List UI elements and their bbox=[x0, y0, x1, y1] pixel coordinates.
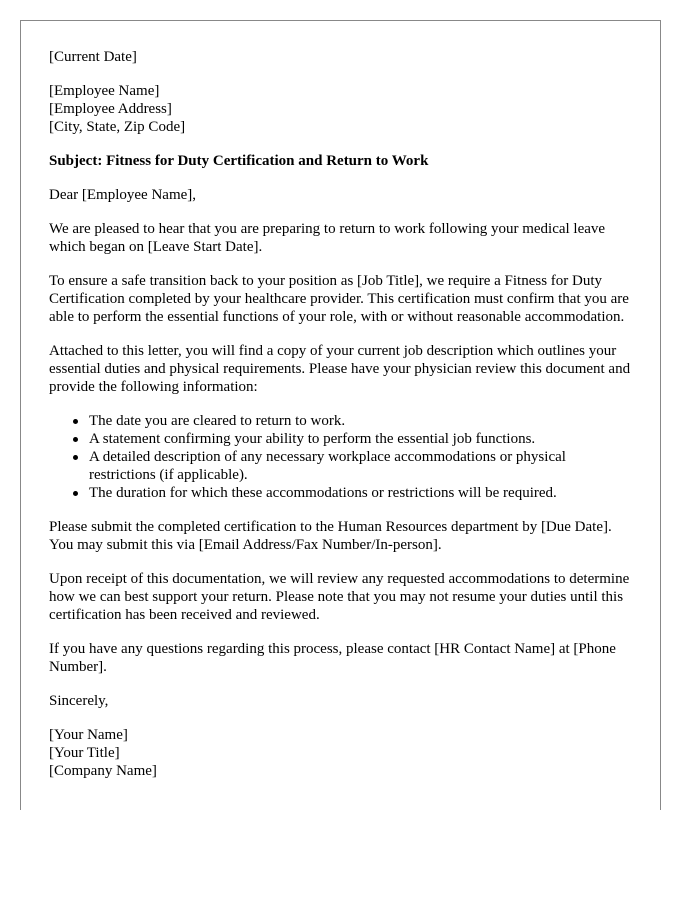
list-item bbox=[89, 430, 632, 448]
bullet-icon bbox=[73, 437, 78, 442]
signature-company: [Company Name] bbox=[49, 763, 157, 779]
list-item bbox=[89, 412, 632, 430]
body-paragraph-2: To ensure a safe transition back to your position as [Job Title], we require a Fitness for Duty Certification completed by your healthcare provider. This certification must confirm that you are able to perform the essential functions of your role, with or without reasonable accommodation. bbox=[49, 273, 629, 325]
letter-page bbox=[20, 20, 661, 810]
recipient-address-block bbox=[49, 82, 632, 136]
recipient-address: [Employee Address] bbox=[49, 101, 172, 117]
body-paragraph-1: We are pleased to hear that you are preparing to return to work following your medical leave which began on [Leave Start Date]. bbox=[49, 221, 606, 255]
bullet-icon bbox=[73, 455, 78, 460]
letter-date: [Current Date] bbox=[49, 49, 137, 65]
closing-paragraph-1: Please submit the completed certification to the Human Resources department by [Due Date]. You may submit this via [Email Address/Fax Number/In-person]. bbox=[49, 519, 612, 553]
list-item bbox=[89, 448, 632, 484]
bullet-icon bbox=[73, 491, 78, 496]
bullet-icon bbox=[73, 419, 78, 424]
closing-paragraph-2: Upon receipt of this documentation, we will review any requested accommodations to determine how we can best support your return. Please note that you may not resume your duties until this certification has been received and reviewed. bbox=[49, 571, 630, 623]
recipient-city-state-zip: [City, State, Zip Code] bbox=[49, 119, 186, 135]
signature-title: [Your Title] bbox=[49, 745, 120, 761]
signature-name: [Your Name] bbox=[49, 727, 128, 743]
letter-signoff: Sincerely, bbox=[49, 693, 109, 709]
letter-subject: Subject: Fitness for Duty Certification and Return to Work bbox=[49, 153, 429, 169]
signature-block bbox=[49, 726, 632, 780]
closing-paragraph-3: If you have any questions regarding this process, please contact [HR Contact Name] at [Phone Number]. bbox=[49, 641, 616, 675]
letter-salutation: Dear [Employee Name], bbox=[49, 187, 197, 203]
list-item-text: A detailed description of any necessary workplace accommodations or physical restrictions (if applicable). bbox=[89, 449, 566, 483]
list-item-text: A statement confirming your ability to perform the essential job functions. bbox=[89, 431, 536, 447]
recipient-name: [Employee Name] bbox=[49, 83, 160, 99]
list-item-text: The duration for which these accommodations or restrictions will be required. bbox=[89, 485, 557, 501]
list-item-text: The date you are cleared to return to work. bbox=[89, 413, 346, 429]
list-item bbox=[89, 484, 632, 502]
body-paragraph-3: Attached to this letter, you will find a copy of your current job description which outlines your essential duties and physical requirements. Please have your physician review this document and provide the following information: bbox=[49, 343, 631, 395]
requirements-list bbox=[49, 412, 632, 502]
letter-body bbox=[49, 48, 632, 780]
